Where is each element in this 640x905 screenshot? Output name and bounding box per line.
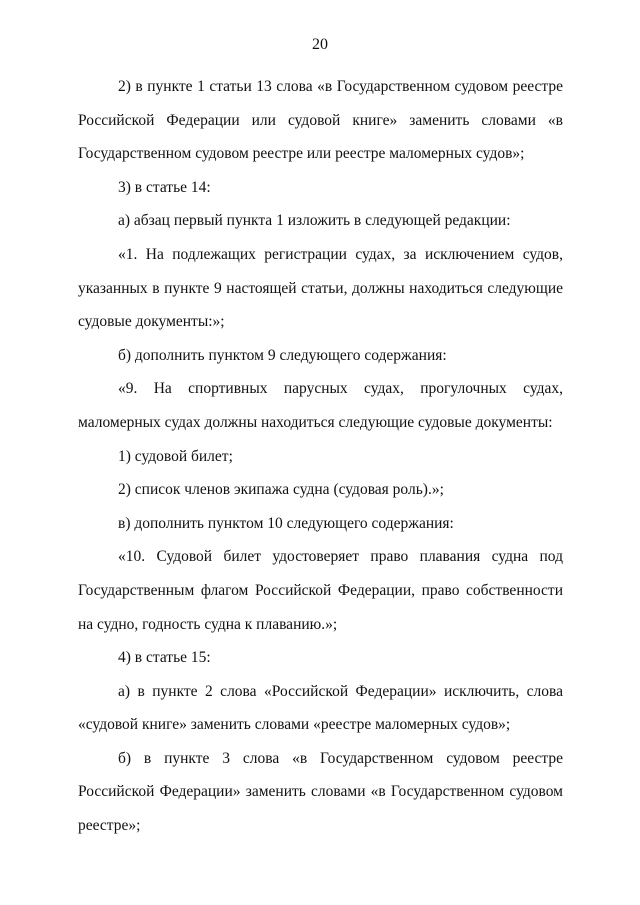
paragraph-article-14-heading: 3) в статье 14: xyxy=(118,178,211,196)
paragraph-crew-list: 2) список членов экипажа судна (судовая роль).»; xyxy=(118,481,444,499)
paragraph-amend-article-13: 2) в пункте 1 статьи 13 слова «в Государственном судовом реестре Российской Федерации или судовой книге» заменить словами «в Государственном судовом реестре или реестре маломерных судов»; xyxy=(78,78,563,163)
paragraph-quote-item-9: «9. На спортивных парусных судах, прогулочных судах, маломерных судах должны находиться следующие судовые документы: xyxy=(78,380,563,431)
paragraph-article-15-heading: 4) в статье 15: xyxy=(118,649,211,667)
paragraph-article-15-b: б) в пункте 3 слова «в Государственном судовом реестре Российской Федерации» заменить словами «в Государственном судовом реестре»; xyxy=(78,749,563,835)
paragraph-quote-item-10: «10. Судовой билет удостоверяет право плавания судна под Государственным флагом Российской Федерации, право собственности на судно, годность судна к плаванию.»; xyxy=(78,548,563,633)
document-body xyxy=(78,70,563,843)
page-number: 20 xyxy=(312,36,328,53)
paragraph-article-14-b: б) дополнить пунктом 9 следующего содержания: xyxy=(118,346,447,364)
paragraph-ship-ticket: 1) судовой билет; xyxy=(118,447,233,465)
paragraph-article-14-a: а) абзац первый пункта 1 изложить в следующей редакции: xyxy=(118,212,511,230)
paragraph-article-14-v: в) дополнить пунктом 10 следующего содержания: xyxy=(118,514,454,532)
paragraph-article-15-a: а) в пункте 2 слова «Российской Федерации» исключить, слова «судовой книге» заменить словами «реестре маломерных судов»; xyxy=(78,682,563,734)
paragraph-quote-item-1: «1. На подлежащих регистрации судах, за исключением судов, указанных в пункте 9 настоящей статьи, должны находиться следующие судовые документы:»; xyxy=(78,245,563,331)
